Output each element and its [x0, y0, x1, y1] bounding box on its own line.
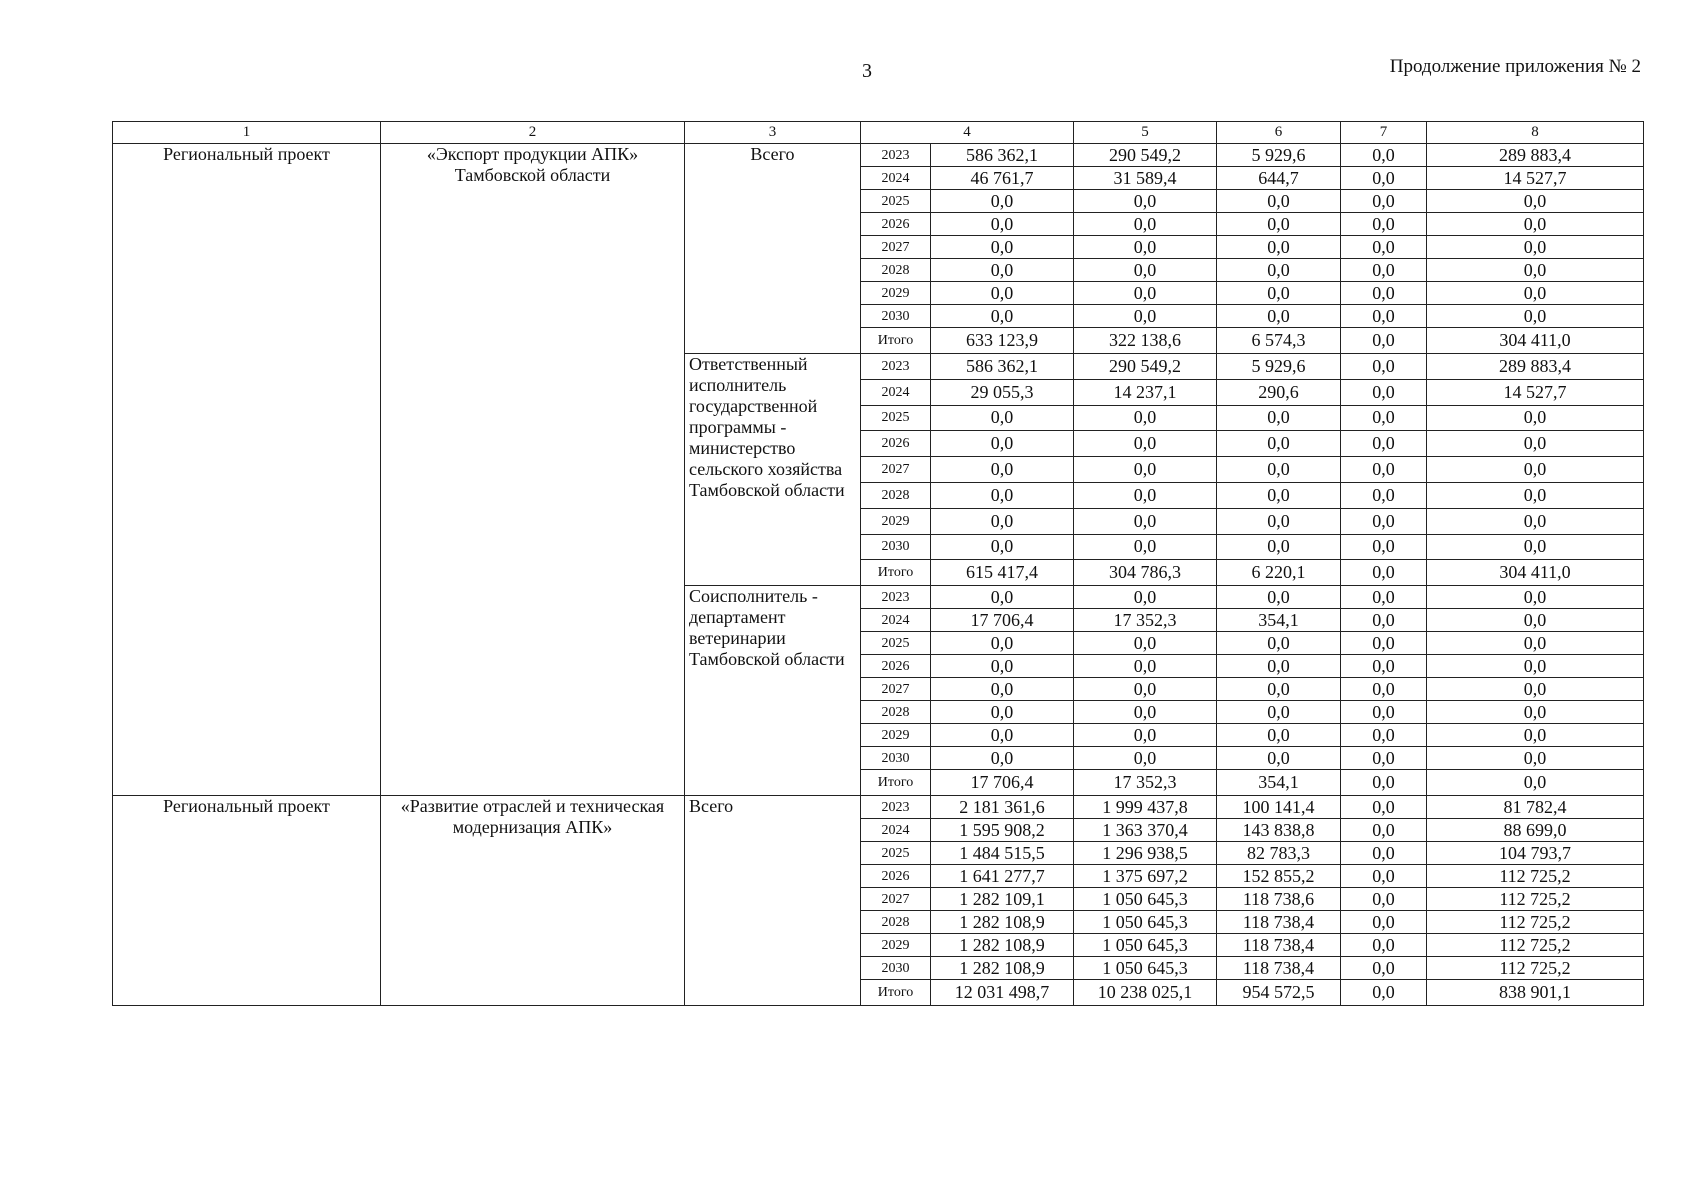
value-cell-col-6: 954 572,5: [1217, 980, 1341, 1006]
value-cell-col-5: 0,0: [1074, 236, 1217, 259]
value-cell-col-5: 1 296 938,5: [1074, 842, 1217, 865]
year-cell: 2023: [861, 796, 931, 819]
value-cell-col-8: 112 725,2: [1427, 865, 1644, 888]
value-cell-col-6: 0,0: [1217, 678, 1341, 701]
value-cell-col-8: 14 527,7: [1427, 167, 1644, 190]
year-cell: 2027: [861, 236, 931, 259]
value-cell-col-6: 0,0: [1217, 457, 1341, 483]
year-cell: 2029: [861, 508, 931, 534]
value-cell-col-8: 0,0: [1427, 701, 1644, 724]
value-cell-col-8: 0,0: [1427, 655, 1644, 678]
value-cell-col-5: 1 050 645,3: [1074, 888, 1217, 911]
value-cell-col-5: 0,0: [1074, 508, 1217, 534]
value-cell-col-5: 0,0: [1074, 213, 1217, 236]
value-cell-col-5: 0,0: [1074, 632, 1217, 655]
value-cell-col-8: 112 725,2: [1427, 934, 1644, 957]
value-cell-col-4: 0,0: [931, 190, 1074, 213]
value-cell-col-6: 354,1: [1217, 609, 1341, 632]
year-cell: 2028: [861, 701, 931, 724]
year-cell: 2025: [861, 632, 931, 655]
value-cell-col-8: 0,0: [1427, 457, 1644, 483]
value-cell-col-7: 0,0: [1341, 236, 1427, 259]
value-cell-col-7: 0,0: [1341, 842, 1427, 865]
year-cell: 2026: [861, 213, 931, 236]
year-cell: 2029: [861, 724, 931, 747]
project-type-cell: Региональный проект: [113, 796, 381, 1006]
value-cell-col-4: 17 706,4: [931, 770, 1074, 796]
year-cell: 2024: [861, 379, 931, 405]
value-cell-col-5: 14 237,1: [1074, 379, 1217, 405]
value-cell-col-4: 0,0: [931, 282, 1074, 305]
year-cell: 2026: [861, 431, 931, 457]
value-cell-col-4: 0,0: [931, 534, 1074, 560]
value-cell-col-5: 0,0: [1074, 282, 1217, 305]
year-cell: Итого: [861, 770, 931, 796]
col-header-2: 2: [381, 122, 685, 144]
value-cell-col-8: 0,0: [1427, 586, 1644, 609]
page-number: 3: [862, 60, 872, 82]
value-cell-col-6: 0,0: [1217, 701, 1341, 724]
responsible-party-cell: Всего: [685, 144, 861, 354]
value-cell-col-5: 1 999 437,8: [1074, 796, 1217, 819]
value-cell-col-7: 0,0: [1341, 678, 1427, 701]
value-cell-col-5: 290 549,2: [1074, 354, 1217, 380]
year-cell: 2024: [861, 609, 931, 632]
value-cell-col-4: 0,0: [931, 747, 1074, 770]
value-cell-col-4: 46 761,7: [931, 167, 1074, 190]
value-cell-col-6: 0,0: [1217, 482, 1341, 508]
value-cell-col-7: 0,0: [1341, 144, 1427, 167]
value-cell-col-6: 0,0: [1217, 305, 1341, 328]
year-cell: 2030: [861, 747, 931, 770]
value-cell-col-7: 0,0: [1341, 747, 1427, 770]
project-type-cell: Региональный проект: [113, 144, 381, 796]
value-cell-col-4: 0,0: [931, 724, 1074, 747]
value-cell-col-6: 100 141,4: [1217, 796, 1341, 819]
value-cell-col-5: 0,0: [1074, 678, 1217, 701]
value-cell-col-6: 118 738,4: [1217, 957, 1341, 980]
value-cell-col-5: 0,0: [1074, 534, 1217, 560]
value-cell-col-4: 0,0: [931, 305, 1074, 328]
value-cell-col-7: 0,0: [1341, 865, 1427, 888]
value-cell-col-7: 0,0: [1341, 560, 1427, 586]
value-cell-col-4: 1 484 515,5: [931, 842, 1074, 865]
col-header-3: 3: [685, 122, 861, 144]
value-cell-col-6: 0,0: [1217, 724, 1341, 747]
responsible-party-cell: Соисполнитель - департамент ветеринарии Тамбовской области: [685, 586, 861, 796]
value-cell-col-6: 0,0: [1217, 431, 1341, 457]
value-cell-col-4: 633 123,9: [931, 328, 1074, 354]
value-cell-col-5: 31 589,4: [1074, 167, 1217, 190]
year-cell: 2025: [861, 842, 931, 865]
value-cell-col-6: 0,0: [1217, 190, 1341, 213]
year-cell: 2029: [861, 282, 931, 305]
funding-table: [112, 121, 1644, 1006]
value-cell-col-4: 1 595 908,2: [931, 819, 1074, 842]
table-row: [113, 144, 1644, 167]
value-cell-col-5: 10 238 025,1: [1074, 980, 1217, 1006]
value-cell-col-4: 1 282 108,9: [931, 934, 1074, 957]
value-cell-col-4: 0,0: [931, 482, 1074, 508]
value-cell-col-7: 0,0: [1341, 819, 1427, 842]
table-row: [113, 796, 1644, 819]
value-cell-col-7: 0,0: [1341, 405, 1427, 431]
year-cell: 2030: [861, 305, 931, 328]
value-cell-col-7: 0,0: [1341, 379, 1427, 405]
value-cell-col-6: 6 574,3: [1217, 328, 1341, 354]
value-cell-col-7: 0,0: [1341, 609, 1427, 632]
value-cell-col-7: 0,0: [1341, 213, 1427, 236]
value-cell-col-8: 81 782,4: [1427, 796, 1644, 819]
value-cell-col-8: 0,0: [1427, 305, 1644, 328]
value-cell-col-7: 0,0: [1341, 457, 1427, 483]
year-cell: 2024: [861, 819, 931, 842]
value-cell-col-6: 0,0: [1217, 586, 1341, 609]
value-cell-col-8: 304 411,0: [1427, 560, 1644, 586]
value-cell-col-4: 0,0: [931, 236, 1074, 259]
value-cell-col-4: 12 031 498,7: [931, 980, 1074, 1006]
value-cell-col-6: 5 929,6: [1217, 144, 1341, 167]
value-cell-col-5: 290 549,2: [1074, 144, 1217, 167]
responsible-party-cell: Ответственный исполнитель государственной программы - министерство сельского хозяйства Тамбовской области: [685, 354, 861, 586]
year-cell: 2027: [861, 457, 931, 483]
value-cell-col-7: 0,0: [1341, 724, 1427, 747]
value-cell-col-8: 0,0: [1427, 405, 1644, 431]
value-cell-col-7: 0,0: [1341, 586, 1427, 609]
value-cell-col-6: 0,0: [1217, 213, 1341, 236]
value-cell-col-6: 0,0: [1217, 632, 1341, 655]
value-cell-col-8: 14 527,7: [1427, 379, 1644, 405]
value-cell-col-5: 17 352,3: [1074, 770, 1217, 796]
year-cell: 2024: [861, 167, 931, 190]
value-cell-col-7: 0,0: [1341, 934, 1427, 957]
year-cell: 2028: [861, 482, 931, 508]
value-cell-col-7: 0,0: [1341, 431, 1427, 457]
value-cell-col-7: 0,0: [1341, 282, 1427, 305]
value-cell-col-8: 0,0: [1427, 259, 1644, 282]
value-cell-col-4: 0,0: [931, 678, 1074, 701]
value-cell-col-8: 0,0: [1427, 236, 1644, 259]
year-cell: Итого: [861, 328, 931, 354]
year-cell: 2027: [861, 678, 931, 701]
value-cell-col-6: 5 929,6: [1217, 354, 1341, 380]
value-cell-col-5: 0,0: [1074, 259, 1217, 282]
value-cell-col-6: 118 738,6: [1217, 888, 1341, 911]
value-cell-col-7: 0,0: [1341, 911, 1427, 934]
value-cell-col-6: 290,6: [1217, 379, 1341, 405]
value-cell-col-6: 354,1: [1217, 770, 1341, 796]
col-header-8: 8: [1427, 122, 1644, 144]
year-cell: 2025: [861, 405, 931, 431]
value-cell-col-4: 0,0: [931, 259, 1074, 282]
value-cell-col-6: 143 838,8: [1217, 819, 1341, 842]
value-cell-col-5: 322 138,6: [1074, 328, 1217, 354]
value-cell-col-8: 0,0: [1427, 609, 1644, 632]
value-cell-col-5: 0,0: [1074, 701, 1217, 724]
col-header-7: 7: [1341, 122, 1427, 144]
value-cell-col-6: 118 738,4: [1217, 934, 1341, 957]
value-cell-col-4: 0,0: [931, 213, 1074, 236]
value-cell-col-5: 0,0: [1074, 747, 1217, 770]
value-cell-col-5: 1 050 645,3: [1074, 911, 1217, 934]
value-cell-col-8: 88 699,0: [1427, 819, 1644, 842]
value-cell-col-5: 17 352,3: [1074, 609, 1217, 632]
column-number-row: [113, 122, 1644, 144]
year-cell: Итого: [861, 560, 931, 586]
value-cell-col-6: 0,0: [1217, 236, 1341, 259]
value-cell-col-6: 118 738,4: [1217, 911, 1341, 934]
value-cell-col-4: 29 055,3: [931, 379, 1074, 405]
project-name-cell: «Экспорт продукции АПК» Тамбовской области: [381, 144, 685, 796]
value-cell-col-6: 0,0: [1217, 282, 1341, 305]
value-cell-col-6: 644,7: [1217, 167, 1341, 190]
value-cell-col-5: 1 050 645,3: [1074, 934, 1217, 957]
value-cell-col-4: 0,0: [931, 508, 1074, 534]
value-cell-col-7: 0,0: [1341, 701, 1427, 724]
value-cell-col-7: 0,0: [1341, 508, 1427, 534]
value-cell-col-4: 1 282 109,1: [931, 888, 1074, 911]
value-cell-col-5: 0,0: [1074, 724, 1217, 747]
value-cell-col-5: 1 050 645,3: [1074, 957, 1217, 980]
value-cell-col-7: 0,0: [1341, 167, 1427, 190]
year-cell: 2026: [861, 655, 931, 678]
value-cell-col-8: 0,0: [1427, 747, 1644, 770]
value-cell-col-8: 0,0: [1427, 770, 1644, 796]
value-cell-col-7: 0,0: [1341, 354, 1427, 380]
value-cell-col-8: 0,0: [1427, 678, 1644, 701]
value-cell-col-8: 112 725,2: [1427, 957, 1644, 980]
value-cell-col-7: 0,0: [1341, 957, 1427, 980]
value-cell-col-4: 2 181 361,6: [931, 796, 1074, 819]
year-cell: 2023: [861, 586, 931, 609]
year-cell: 2029: [861, 934, 931, 957]
value-cell-col-8: 289 883,4: [1427, 354, 1644, 380]
value-cell-col-5: 0,0: [1074, 305, 1217, 328]
value-cell-col-6: 82 783,3: [1217, 842, 1341, 865]
value-cell-col-8: 289 883,4: [1427, 144, 1644, 167]
value-cell-col-7: 0,0: [1341, 655, 1427, 678]
value-cell-col-4: 1 282 108,9: [931, 957, 1074, 980]
responsible-party-cell: Всего: [685, 796, 861, 1006]
value-cell-col-7: 0,0: [1341, 328, 1427, 354]
value-cell-col-4: 0,0: [931, 431, 1074, 457]
value-cell-col-8: 838 901,1: [1427, 980, 1644, 1006]
value-cell-col-8: 112 725,2: [1427, 888, 1644, 911]
value-cell-col-7: 0,0: [1341, 980, 1427, 1006]
year-cell: 2026: [861, 865, 931, 888]
value-cell-col-8: 0,0: [1427, 282, 1644, 305]
value-cell-col-4: 0,0: [931, 655, 1074, 678]
value-cell-col-5: 0,0: [1074, 431, 1217, 457]
value-cell-col-6: 6 220,1: [1217, 560, 1341, 586]
value-cell-col-4: 0,0: [931, 701, 1074, 724]
appendix-continuation-note: Продолжение приложения № 2: [1389, 56, 1641, 77]
value-cell-col-4: 586 362,1: [931, 354, 1074, 380]
value-cell-col-8: 0,0: [1427, 482, 1644, 508]
col-header-4: 4: [861, 122, 1074, 144]
value-cell-col-7: 0,0: [1341, 770, 1427, 796]
value-cell-col-5: 304 786,3: [1074, 560, 1217, 586]
value-cell-col-8: 0,0: [1427, 431, 1644, 457]
value-cell-col-6: 0,0: [1217, 259, 1341, 282]
value-cell-col-6: 0,0: [1217, 405, 1341, 431]
value-cell-col-7: 0,0: [1341, 534, 1427, 560]
year-cell: 2030: [861, 534, 931, 560]
value-cell-col-8: 0,0: [1427, 724, 1644, 747]
value-cell-col-8: 0,0: [1427, 632, 1644, 655]
value-cell-col-4: 1 282 108,9: [931, 911, 1074, 934]
value-cell-col-8: 304 411,0: [1427, 328, 1644, 354]
value-cell-col-4: 0,0: [931, 586, 1074, 609]
value-cell-col-5: 1 375 697,2: [1074, 865, 1217, 888]
year-cell: Итого: [861, 980, 931, 1006]
year-cell: 2023: [861, 354, 931, 380]
year-cell: 2028: [861, 911, 931, 934]
value-cell-col-4: 0,0: [931, 405, 1074, 431]
col-header-6: 6: [1217, 122, 1341, 144]
value-cell-col-7: 0,0: [1341, 259, 1427, 282]
value-cell-col-6: 0,0: [1217, 508, 1341, 534]
value-cell-col-5: 0,0: [1074, 190, 1217, 213]
value-cell-col-8: 112 725,2: [1427, 911, 1644, 934]
col-header-5: 5: [1074, 122, 1217, 144]
value-cell-col-5: 0,0: [1074, 405, 1217, 431]
value-cell-col-7: 0,0: [1341, 796, 1427, 819]
year-cell: 2030: [861, 957, 931, 980]
year-cell: 2023: [861, 144, 931, 167]
value-cell-col-5: 0,0: [1074, 586, 1217, 609]
value-cell-col-8: 0,0: [1427, 534, 1644, 560]
value-cell-col-8: 0,0: [1427, 190, 1644, 213]
year-cell: 2027: [861, 888, 931, 911]
value-cell-col-4: 615 417,4: [931, 560, 1074, 586]
value-cell-col-6: 152 855,2: [1217, 865, 1341, 888]
value-cell-col-6: 0,0: [1217, 534, 1341, 560]
value-cell-col-8: 104 793,7: [1427, 842, 1644, 865]
value-cell-col-7: 0,0: [1341, 632, 1427, 655]
value-cell-col-7: 0,0: [1341, 482, 1427, 508]
value-cell-col-7: 0,0: [1341, 305, 1427, 328]
value-cell-col-4: 586 362,1: [931, 144, 1074, 167]
col-header-1: 1: [113, 122, 381, 144]
value-cell-col-7: 0,0: [1341, 888, 1427, 911]
value-cell-col-5: 0,0: [1074, 457, 1217, 483]
value-cell-col-5: 1 363 370,4: [1074, 819, 1217, 842]
value-cell-col-7: 0,0: [1341, 190, 1427, 213]
value-cell-col-5: 0,0: [1074, 655, 1217, 678]
value-cell-col-4: 17 706,4: [931, 609, 1074, 632]
year-cell: 2028: [861, 259, 931, 282]
value-cell-col-8: 0,0: [1427, 213, 1644, 236]
year-cell: 2025: [861, 190, 931, 213]
value-cell-col-4: 0,0: [931, 457, 1074, 483]
value-cell-col-4: 0,0: [931, 632, 1074, 655]
value-cell-col-4: 1 641 277,7: [931, 865, 1074, 888]
value-cell-col-5: 0,0: [1074, 482, 1217, 508]
project-name-cell: «Развитие отраслей и техническая модернизация АПК»: [381, 796, 685, 1006]
value-cell-col-6: 0,0: [1217, 747, 1341, 770]
value-cell-col-8: 0,0: [1427, 508, 1644, 534]
value-cell-col-6: 0,0: [1217, 655, 1341, 678]
